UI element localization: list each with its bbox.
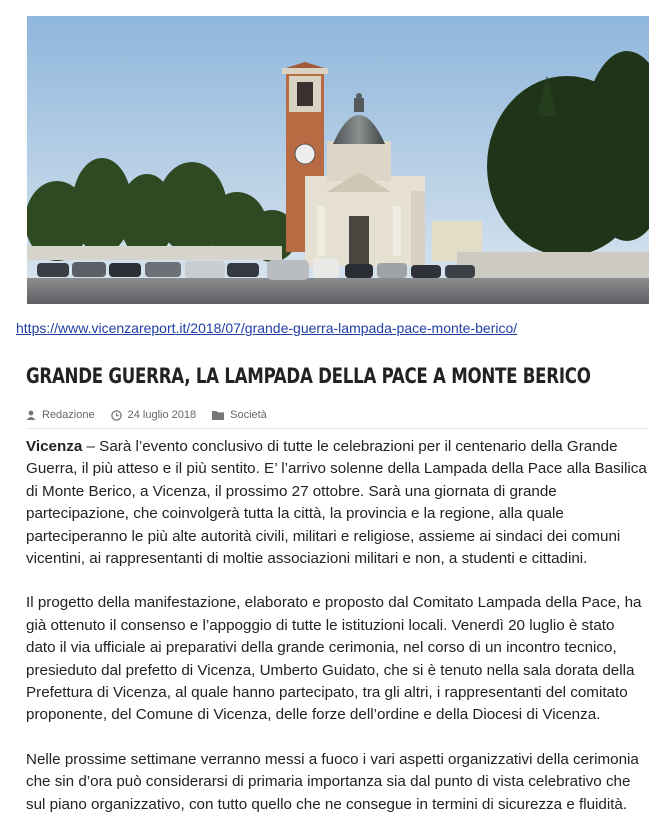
category-name: Società [230, 409, 267, 421]
article-body [26, 436, 648, 838]
meta-author[interactable] [26, 409, 95, 421]
author-name: Redazione [42, 409, 95, 421]
user-icon [26, 410, 36, 420]
meta-category[interactable] [212, 409, 267, 421]
paragraph-3: Nelle prossime settimane verranno messi a fuoco i vari aspetti organizzativi della cerimonia che sin d’ora può considerarsi di primaria importanza sia dal punto di vista celebrativo che sul piano organizzativo, con tutto quello che ne consegue in termini di sicurezza e fluidità. [26, 750, 639, 813]
lead-location: Vicenza [26, 438, 83, 455]
article-meta [26, 405, 283, 425]
meta-date [111, 409, 197, 421]
source-url-link[interactable]: https://www.vicenzareport.it/2018/07/grande-guerra-lampada-pace-monte-berico/ [16, 320, 518, 336]
article-title: GRANDE GUERRA, LA LAMPADA DELLA PACE A MONTE BERICO [26, 364, 591, 389]
paragraph-1 [26, 436, 648, 570]
paragraph-1-text: – Sarà l’evento conclusivo di tutte le celebrazioni per il centenario della Grande Guerra, il più atteso e il più sentito. E’ l’arrivo solenne della Lampada della Pace alla Basilica di Monte Berico, a Vicenza, il prossimo 27 ottobre. Sarà una giornata di grande partecipazione, che coinvolgerà tutta la città, la provincia e la regione, alla quale parteciperanno le più alte autorità civili, militari e religiose, assieme ai sindaci dei comuni vicentini, ai rappresentanti di moltie associazioni militari e non, a studenti e cittadini. [26, 438, 647, 568]
meta-divider [26, 428, 648, 429]
basilica-photo [27, 16, 649, 304]
paragraph-2: Il progetto della manifestazione, elaborato e proposto dal Comitato Lampada della Pace, ha già ottenuto il consenso e l’appoggio di tutte le istituzioni locali. Venerdì 20 luglio è stato dato il via ufficiale ai preparativi della grande cerimonia, nel corso di un incontro tecnico, presieduto dal prefetto di Vicenza, Umberto Guidato, che si è tenuto nella sala dorata della Prefettura di Vicenza, al quale hanno partecipato, tra gli altri, i rappresentanti del comitato proponente, del Comune di Vicenza, delle forze dell’ordine e della Diocesi di Vicenza. [26, 594, 642, 724]
folder-icon [212, 410, 224, 420]
clock-icon [111, 410, 122, 421]
publish-date: 24 luglio 2018 [127, 409, 197, 421]
